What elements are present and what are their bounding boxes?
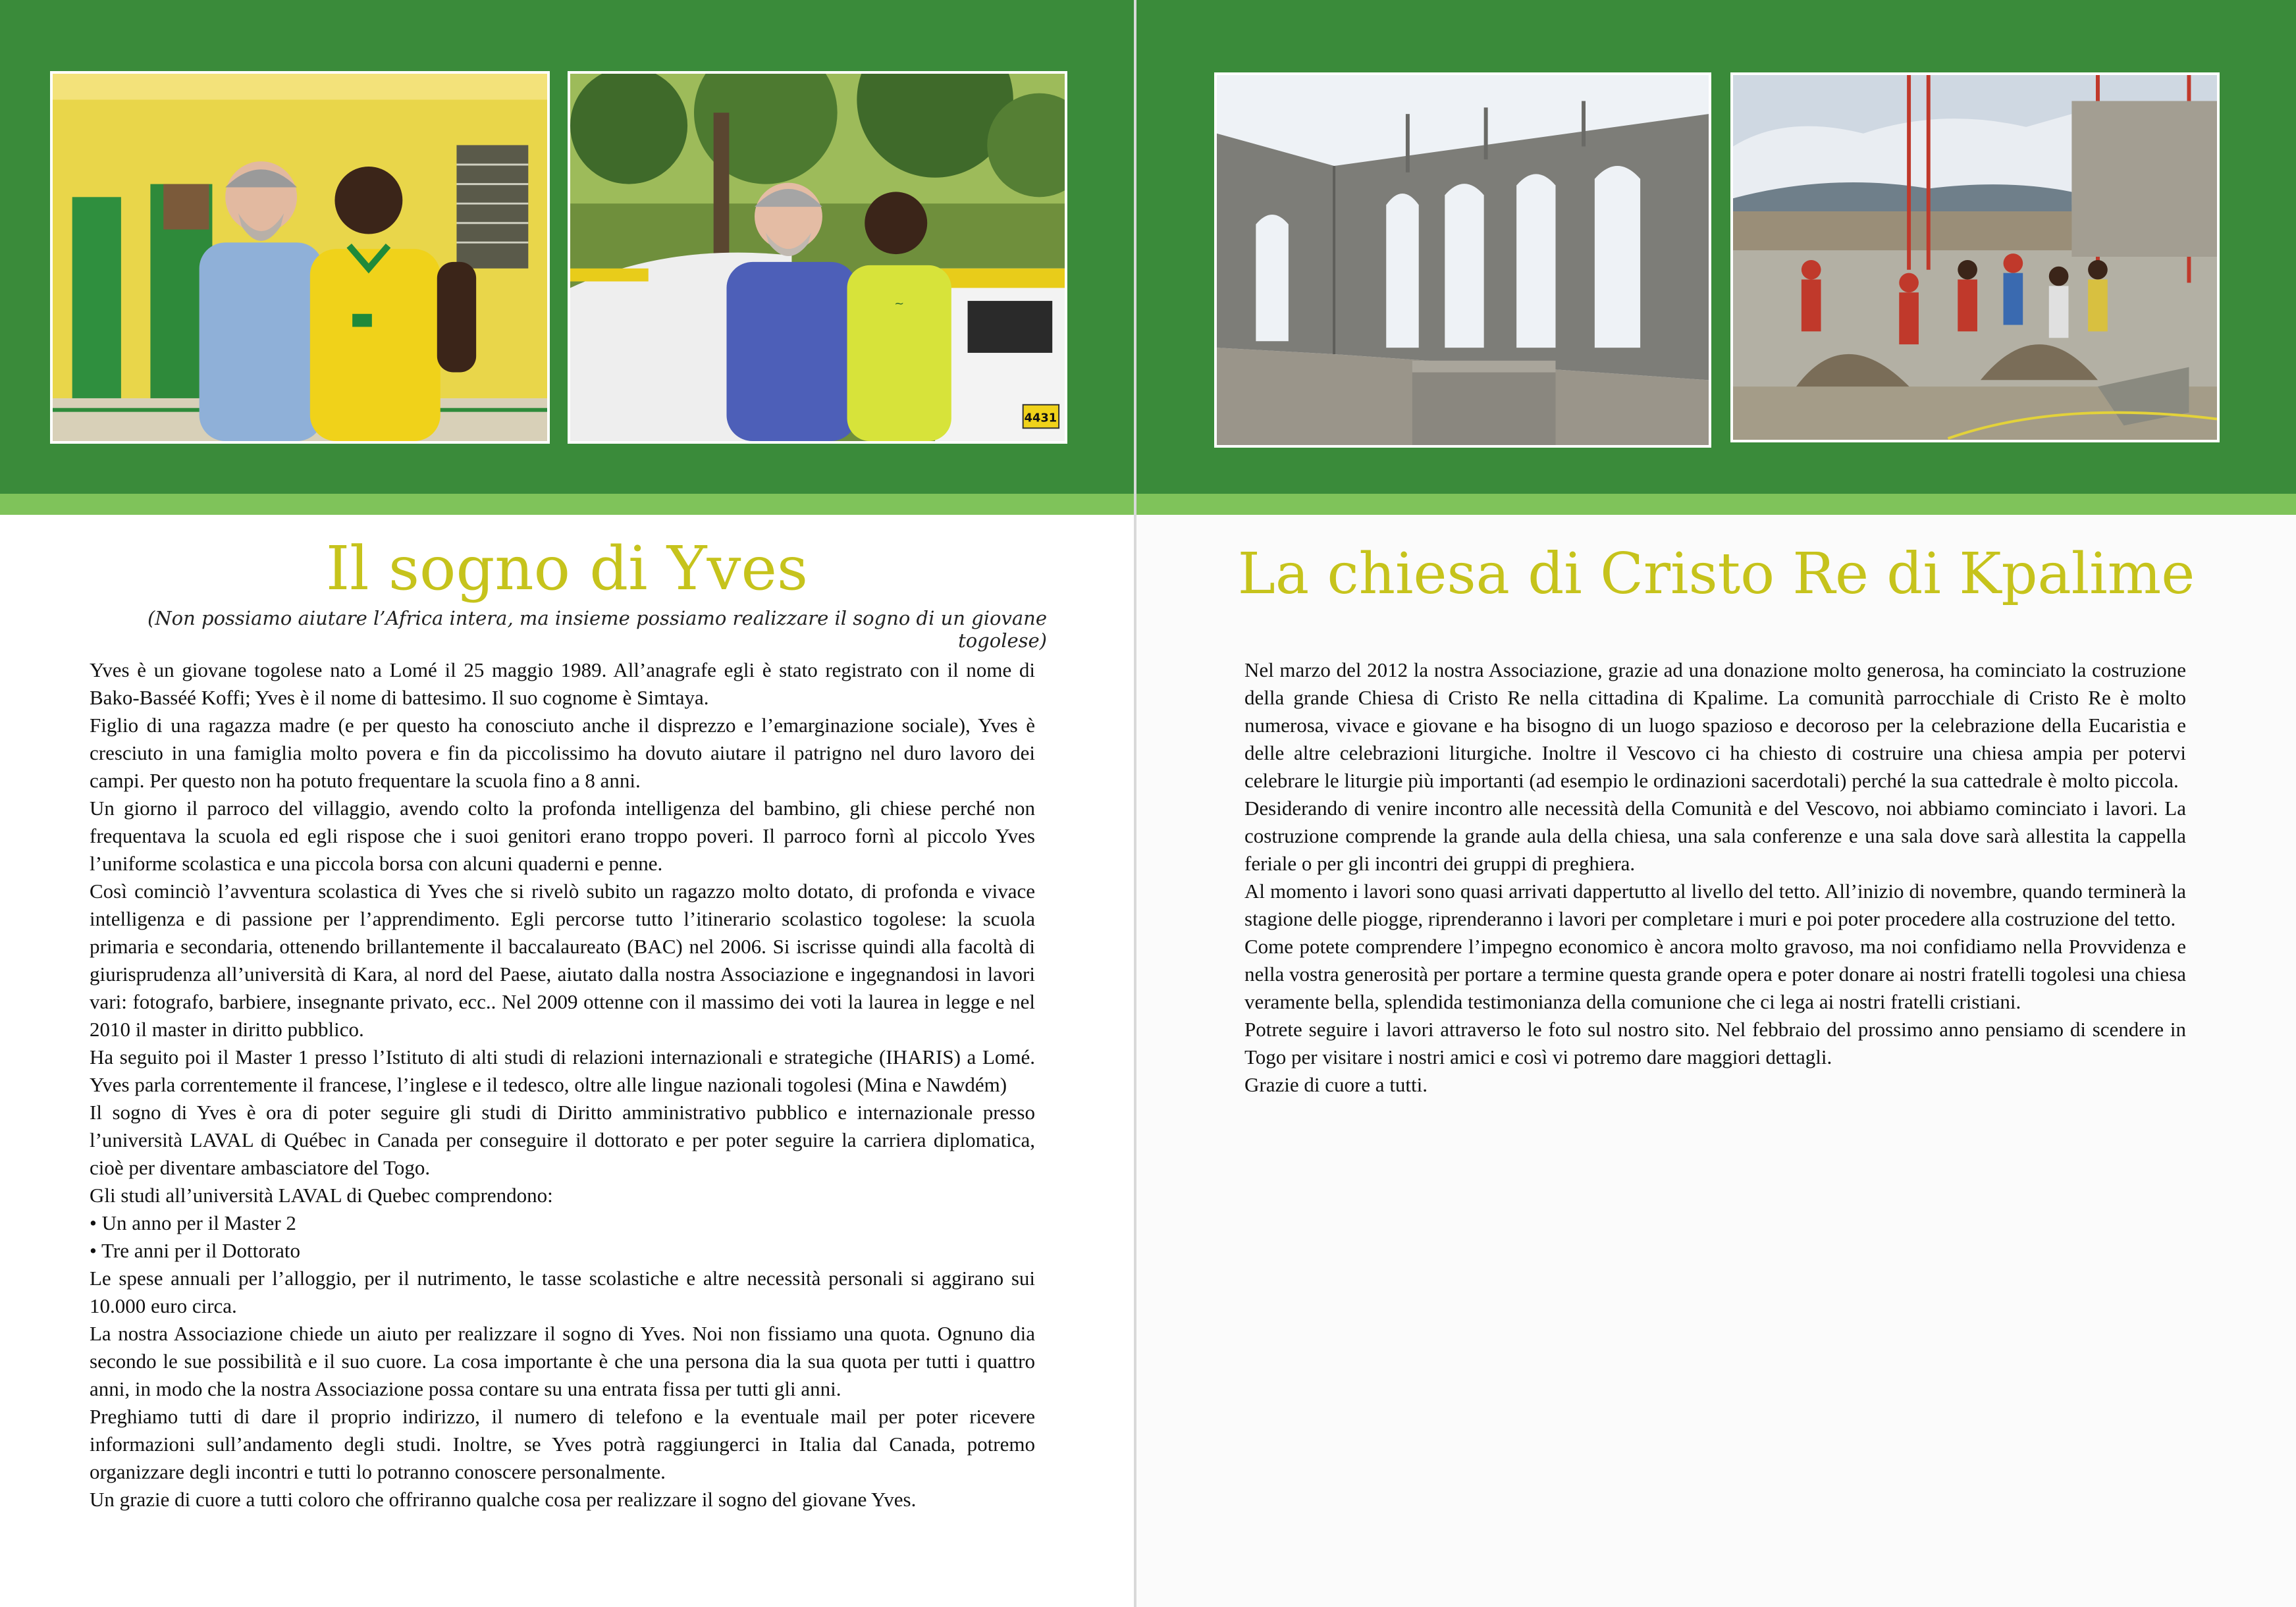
- svg-text:~: ~: [894, 297, 905, 311]
- photo-yves-and-priest-at-yellow-building: [50, 71, 550, 444]
- paragraph: Il sogno di Yves è ora di poter seguire gli studi di Diritto amministrativo pubblico e internazionale presso l’università LAVAL di Québec in Canada per conseguire il dottorato e per poter seguire la carriera diplomatica, cioè per diventare ambasciatore del Togo.: [90, 1101, 1035, 1179]
- right-page: [1136, 0, 2296, 1607]
- right-header-stripe: [1136, 494, 2296, 515]
- page-title: Il sogno di Yves: [325, 533, 809, 604]
- left-page: [0, 0, 1134, 1607]
- left-header-stripe: [0, 494, 1134, 515]
- paragraph: Potrete seguire i lavori attraverso le foto sul nostro sito. Nel febbraio del prossimo anno pensiamo di scendere in Togo per visitare i nostri amici e così vi potremo dare maggiori dettagli.: [1244, 1018, 2186, 1068]
- page-subtitle: (Non possiamo aiutare l’Africa intera, ma insieme possiamo realizzare il sogno di un giovane togolese): [147, 607, 1047, 652]
- paragraph: Gli studi all’università LAVAL di Quebec comprendono:: [90, 1184, 553, 1207]
- photo-church-walls-construction: [1214, 72, 1711, 448]
- paragraph: Desiderando di venire incontro alle necessità della Comunità e del Vescovo, noi abbiamo cominciato i lavori. La costruzione comprende la grande aula della chiesa, una sala conferenze e una sala dove sarà allestita la cappella feriale o per gli incontri dei gruppi di preghiera.: [1244, 797, 2186, 875]
- paragraph: Un grazie di cuore a tutti coloro che offriranno qualche cosa per realizzare il sogno del giovane Yves.: [90, 1488, 917, 1511]
- paragraph: Le spese annuali per l’alloggio, per il nutrimento, le tasse scolastiche e altre necessità personali si aggirano sui 10.000 euro circa.: [90, 1267, 1035, 1317]
- paragraph: Come potete comprendere l’impegno economico è ancora molto gravoso, ma noi confidiamo nella Provvidenza e nella vostra generosità per portare a termine questa grande opera e poter donare ai nostri fratelli togolesi una chiesa veramente bella, splendida testimonianza della comunione che ci lega ai nostri fratelli cristiani.: [1244, 935, 2186, 1013]
- paragraph: La nostra Associazione chiede un aiuto per realizzare il sogno di Yves. Noi non fissiamo una quota. Ognuno dia secondo le sue possibilità e il suo cuore. La cosa importante è che una persona dia la sua quota per tutti i quattro anni, in modo che la nostra Associazione possa contare su una entrata fissa per tutti gli anni.: [90, 1322, 1035, 1400]
- paragraph: Al momento i lavori sono quasi arrivati dappertutto al livello del tetto. All’inizio di novembre, quando terminerà la stagione delle piogge, riprenderanno i lavori per completare i muri e poi poter procedere alla costruzione del tetto.: [1244, 880, 2186, 930]
- paragraph: Un giorno il parroco del villaggio, avendo colto la profonda intelligenza del bambino, gli chiese perché non frequentava la scuola ed egli rispose che i suoi genitori erano troppo poveri. Il parroco fornì al piccolo Yves l’uniforme scolastica e una piccola borsa con alcuni quaderni e penne.: [90, 797, 1035, 875]
- paragraph: Figlio di una ragazza madre (e per questo ha conosciuto anche il disprezzo e l’emarginazione sociale), Yves è cresciuto in una famiglia molto povera e fin da piccolissimo ha dovuto aiutare il patrigno nel duro lavoro dei campi. Per questo non ha potuto frequentare la scuola fino a 8 anni.: [90, 714, 1035, 792]
- paragraph: Ha seguito poi il Master 1 presso l’Istituto di alti studi di relazioni internazionali e strategiche (IHARIS) a Lomé. Yves parla correntemente il francese, l’inglese e il tedesco, oltre alle lingue nazionali togolesi (Mina e Nawdém): [90, 1045, 1035, 1096]
- paragraph: Preghiamo tutti di dare il proprio indirizzo, il numero di telefono e la eventuale mail per poter ricevere informazioni sull’andamento degli studi. Inoltre, se Yves potrà raggiungerci in Italia dal Canada, potremo organizzare degli incontri e tutti lo potranno conoscere personalmente.: [90, 1405, 1035, 1483]
- license-plate: 4431: [1024, 411, 1057, 425]
- article-body-church: [1244, 656, 2186, 1099]
- article-body-yves: [90, 656, 1035, 1514]
- list-item: • Tre anni per il Dottorato: [90, 1239, 300, 1262]
- paragraph: Yves è un giovane togolese nato a Lomé il 25 maggio 1989. All’anagrafe egli è stato registrato con il nome di Bako-Basséé Koffi; Yves è il nome di battesimo. Il suo cognome è Simtaya.: [90, 658, 1035, 709]
- paragraph: Grazie di cuore a tutti.: [1244, 1073, 1428, 1096]
- paragraph: Così cominciò l’avventura scolastica di Yves che si rivelò subito un ragazzo molto dotato, di profonda e vivace intelligenza e di passione per l’apprendimento. Egli percorse tutto l’itinerario scolastico togolese: la scuola primaria e secondaria, ottenendo brillantemente il baccalaureato (BAC) nel 2006. Si iscrisse quindi alla facoltà di giurisprudenza all’università di Kara, al nord del Paese, aiutato dalla nostra Associazione e ingegnandosi in lavori vari: fotografo, barbiere, insegnante privato, ecc.. Nel 2009 ottenne con il massimo dei voti la laurea in legge e nel 2010 il master in diritto pubblico.: [90, 880, 1035, 1041]
- page-title: La chiesa di Cristo Re di Kpalime: [1237, 541, 2195, 607]
- list-item: • Un anno per il Master 2: [90, 1211, 296, 1234]
- photo-workers-mixing-cement: [1730, 72, 2220, 442]
- paragraph: Nel marzo del 2012 la nostra Associazione, grazie ad una donazione molto generosa, ha cominciato la costruzione della grande Chiesa di Cristo Re nella cittadina di Kpalime. La comunità parrocchiale di Cristo Re è molto numerosa, vivace e giovane e ha bisogno di un luogo spazioso e decoroso per la celebrazione della Eucaristia e delle altre celebrazioni liturgiche. Inoltre il Vescovo ci ha chiesto di costruire una chiesa ampia per potervi celebrare le liturgie più importanti (ad esempio le ordinazioni sacerdotali) perché la sua cattedrale è molto piccola.: [1244, 658, 2186, 792]
- photo-yves-and-priest-by-car: [568, 71, 1067, 444]
